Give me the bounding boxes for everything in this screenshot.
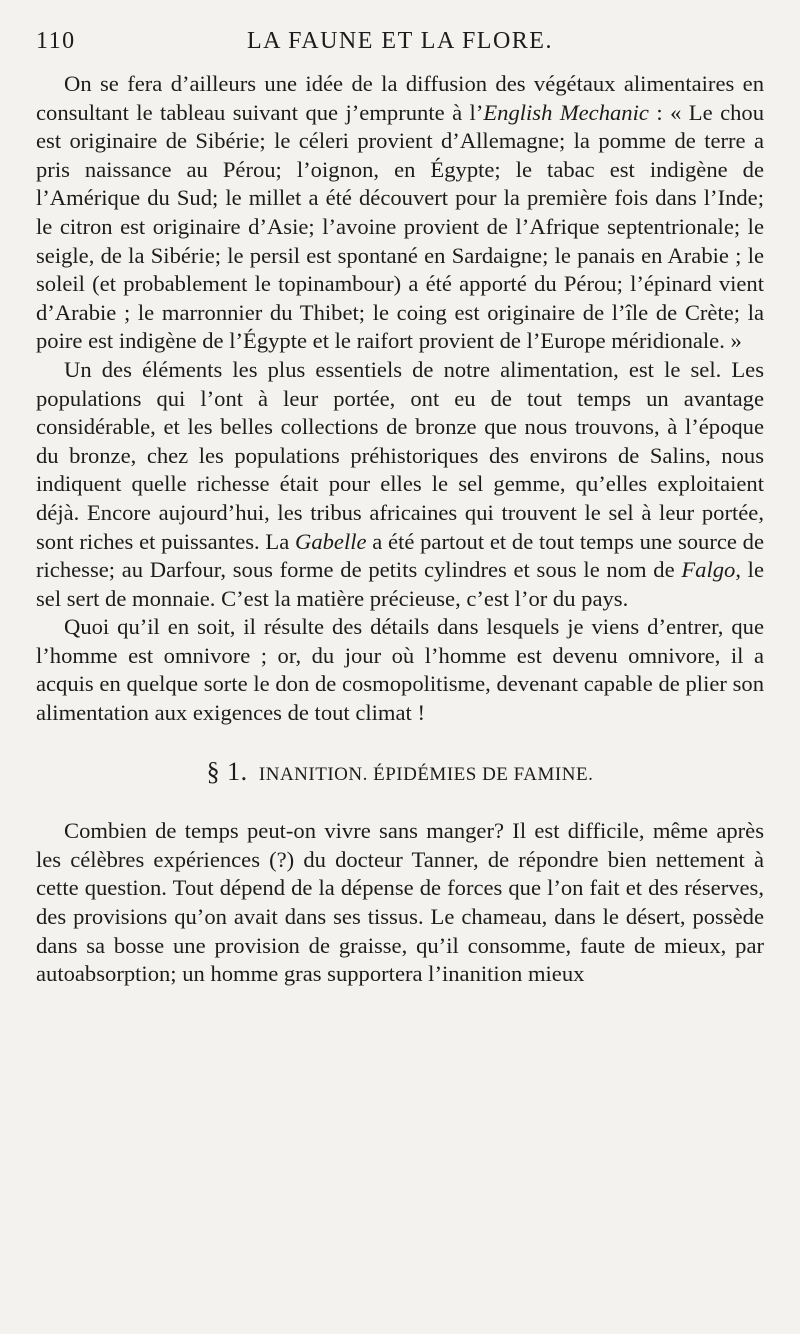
section-heading <box>36 758 764 790</box>
term-falgo: Falgo <box>681 557 736 583</box>
body-text <box>36 70 764 989</box>
section-mark: § 1. <box>206 756 248 786</box>
text-run: Combien de temps peut-on vivre sans manger? Il est difficile, même après les célèbres expériences (?) du docteur Tanner, de répondre bien nettement à cette question. Tout dépend de la dépense de forces que l’on fait et des réserves, des provisions qu’on avait dans ses tissus. Le chameau, dans le désert, possède dans sa bosse une provision de graisse, qu’il consomme, faute de mieux, par autoabsorption; un homme gras supportera l’inanition mieux <box>36 818 764 987</box>
running-title: LA FAUNE ET LA FLORE. <box>247 28 553 54</box>
running-header <box>36 28 764 62</box>
text-run: Un des éléments les plus essentiels de notre alimentation, est le sel. Les populations qui l’ont à leur portée, ont eu de tout temps un avantage considérable, et les belles collections de bronze que nous trouvons, à l’époque du bronze, chez les populations préhistoriques des environs de Salins, nous indiquent quelle richesse était pour elles le sel gemme, qu’elles exploitaient déjà. Encore aujourd’hui, les tribus africaines qui trouvent le sel à leur portée, sont riches et puissantes. La <box>36 356 764 554</box>
term-gabelle: Gabelle <box>295 528 367 554</box>
paragraph-omnivore <box>36 613 764 727</box>
text-run: : « Le chou est originaire de Sibérie; le céleri provient d’Allemagne; la pomme de terre a pris naissance au Pérou; l’oignon, en Égypte; le tabac est indigène de l’Amérique du Sud; le millet a été découvert pour la première fois dans l’Inde; le citron est originaire d’Asie; l’avoine provient de l’Afrique septentrionale; le seigle, de la Sibérie; le persil est spontané en Sardaigne; le panais en Arabie ; le soleil (et probablement le topinambour) a été apporté du Pérou; l’épinard vient d’Arabie ; le marronnier du Thibet; le coing est originaire de l’île de Crète; la poire est indigène de l’Égypte et le raifort provient de l’Europe méridionale. » <box>36 99 764 354</box>
text-run: Quoi qu’il en soit, il résulte des détails dans lesquels je viens d’entrer, que l’homme est omnivore ; or, du jour où l’homme est devenu omnivore, il a acquis en quelque sorte le don de cosmopolitisme, devenant capable de plier son alimentation aux exigences de tout climat ! <box>36 614 764 726</box>
paragraph-inanition <box>36 817 764 989</box>
paragraph-diffusion <box>36 70 764 356</box>
text-run: On se fera d’ailleurs une idée de la diffusion des végétaux alimentaires en consultant le tableau suivant que j’emprunte à l’ <box>36 71 764 125</box>
section-title: INANITION. ÉPIDÉMIES DE FAMINE. <box>258 763 594 785</box>
page-number: 110 <box>36 28 76 54</box>
text-run: a été partout et de tout temps une source de richesse; au Darfour, sous forme de petits cylindres et sous le nom de <box>36 528 764 583</box>
text-run: , le sel sert de monnaie. C’est la matière précieuse, c’est l’or du pays. <box>36 557 764 611</box>
journal-title: English Mechanic <box>483 99 649 125</box>
paragraph-salt <box>36 356 764 613</box>
